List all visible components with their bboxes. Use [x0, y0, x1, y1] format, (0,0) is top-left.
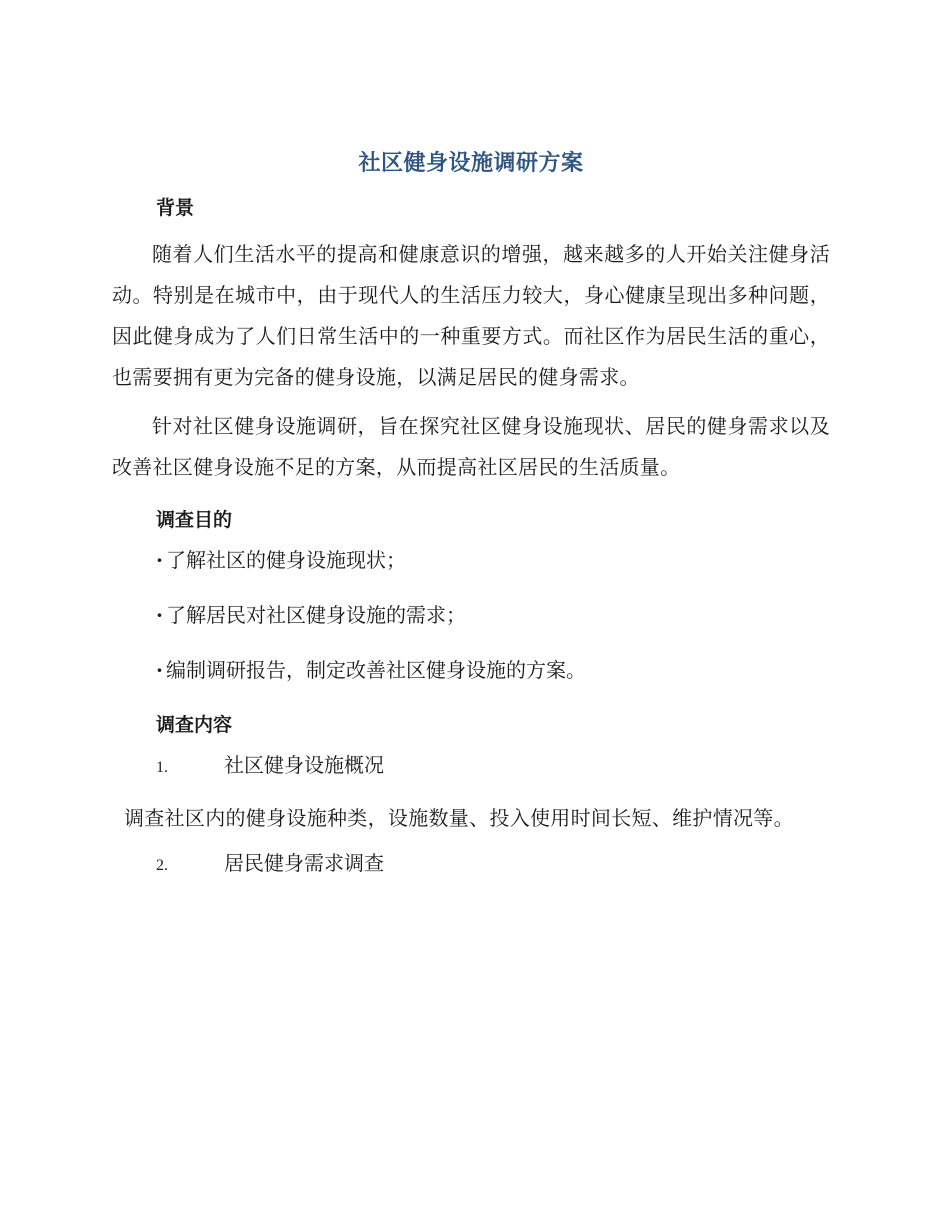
list-item-text: 编制调研报告，制定改善社区健身设施的方案。 — [166, 658, 586, 682]
bullet-marker: · — [156, 658, 163, 682]
background-paragraph-1: 随着人们生活水平的提高和健康意识的增强，越来越多的人开始关注健身活动。特别是在城市中，由于现代人的生活压力较大，身心健康呈现出多种问题，因此健身成为了人们日常生活中的一种重要方式。而社区作为居民生活的重心，也需要拥有更为完备的健身设施，以满足居民的健身需求。 — [112, 242, 830, 389]
bullet-marker: · — [156, 548, 163, 572]
item-description: 调查社区内的健身设施种类，设施数量、投入使用时间长短、维护情况等。 — [124, 806, 794, 830]
item-title: 居民健身需求调查 — [224, 851, 384, 875]
list-item-text: 了解社区的健身设施现状； — [166, 548, 406, 572]
list-item-text: 了解居民对社区健身设施的需求； — [166, 603, 466, 627]
background-paragraph-2: 针对社区健身设施调研，旨在探究社区健身设施现状、居民的健身需求以及改善社区健身设施不足的方案，从而提高社区居民的生活质量。 — [112, 414, 830, 479]
bullet-marker: · — [156, 603, 163, 627]
list-item — [156, 656, 830, 684]
item-number: 2. — [156, 857, 168, 874]
section-heading-background: 背景 — [156, 197, 195, 219]
list-item — [156, 601, 830, 629]
numbered-item-2 — [156, 849, 830, 880]
numbered-item-1 — [156, 751, 830, 782]
list-item — [156, 546, 830, 574]
document-title: 社区健身设施调研方案 — [358, 151, 584, 176]
document-body — [112, 148, 830, 896]
item-number: 1. — [156, 759, 168, 776]
section-heading-purpose: 调查目的 — [156, 509, 233, 531]
item-title: 社区健身设施概况 — [224, 753, 384, 777]
section-heading-content: 调查内容 — [156, 714, 233, 736]
